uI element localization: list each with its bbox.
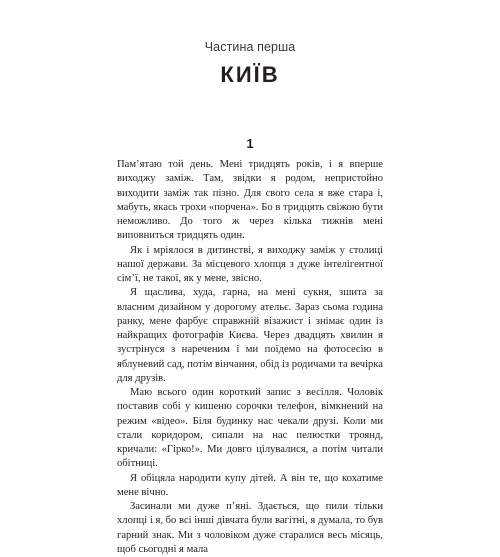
paragraph: Я обіцяла народити купу дітей. А він те, що кохатиме мене вічно. — [117, 472, 383, 498]
chapter-body — [117, 158, 383, 557]
paragraph: Я щаслива, худа, гарна, на мені сукня, зшита за власним дизайном у дорогому ательє. Зараз сьома година ранку, мене фарбує справжній візажист і знімає один із найкращих фотографів Києва. Через двадцять хвилин я зустрінуся з нареченим і ми поїдемо на фотосесію в яблуневий сад, потім вінчання, обід із родичами та вечірка для друзів. — [117, 287, 383, 384]
paragraph: Пам’ятаю той день. Мені тридцять років, і я вперше виходжу заміж. Там, звідки я родом, непристойно виходити заміж так пізно. Для свого села я вже стара і, мабуть, якась трохи «порчена». Бо в тридцять свіжою бути неможливо. До того ж через кілька тижнів мені виповниться тридцять один. — [117, 159, 383, 242]
paragraph: Засинали ми дуже п’яні. Здається, що пили тільки хлопці і я, бо всі інші дівчата були вагітні, я думала, то був гарний знак. Ми з чоловіком дуже старалися весь місяць, щоб сьогодні я мала — [117, 501, 383, 555]
paragraph: Маю всього один короткий запис з весілля. Чоловік поставив собі у кишеню сорочки телефон, вімкнений на режим «відео». Біля будинку нас чекали друзі. Коли ми стали коридором, сипали на нас пелюстки троянд, кричали: «Гірко!». Ми довго цілувалися, а потім читали обітниці. — [117, 387, 383, 470]
part-title: КИЇВ — [220, 62, 280, 87]
part-label: Частина перша — [204, 40, 296, 54]
chapter-number: 1 — [246, 136, 254, 151]
paragraph: Як і мріялося в дитинстві, я виходжу заміж у столиці нашої держави. За місцевого хлопця з дуже інтелігентної сім’ї, не такої, як у мене, звісно. — [117, 244, 383, 284]
